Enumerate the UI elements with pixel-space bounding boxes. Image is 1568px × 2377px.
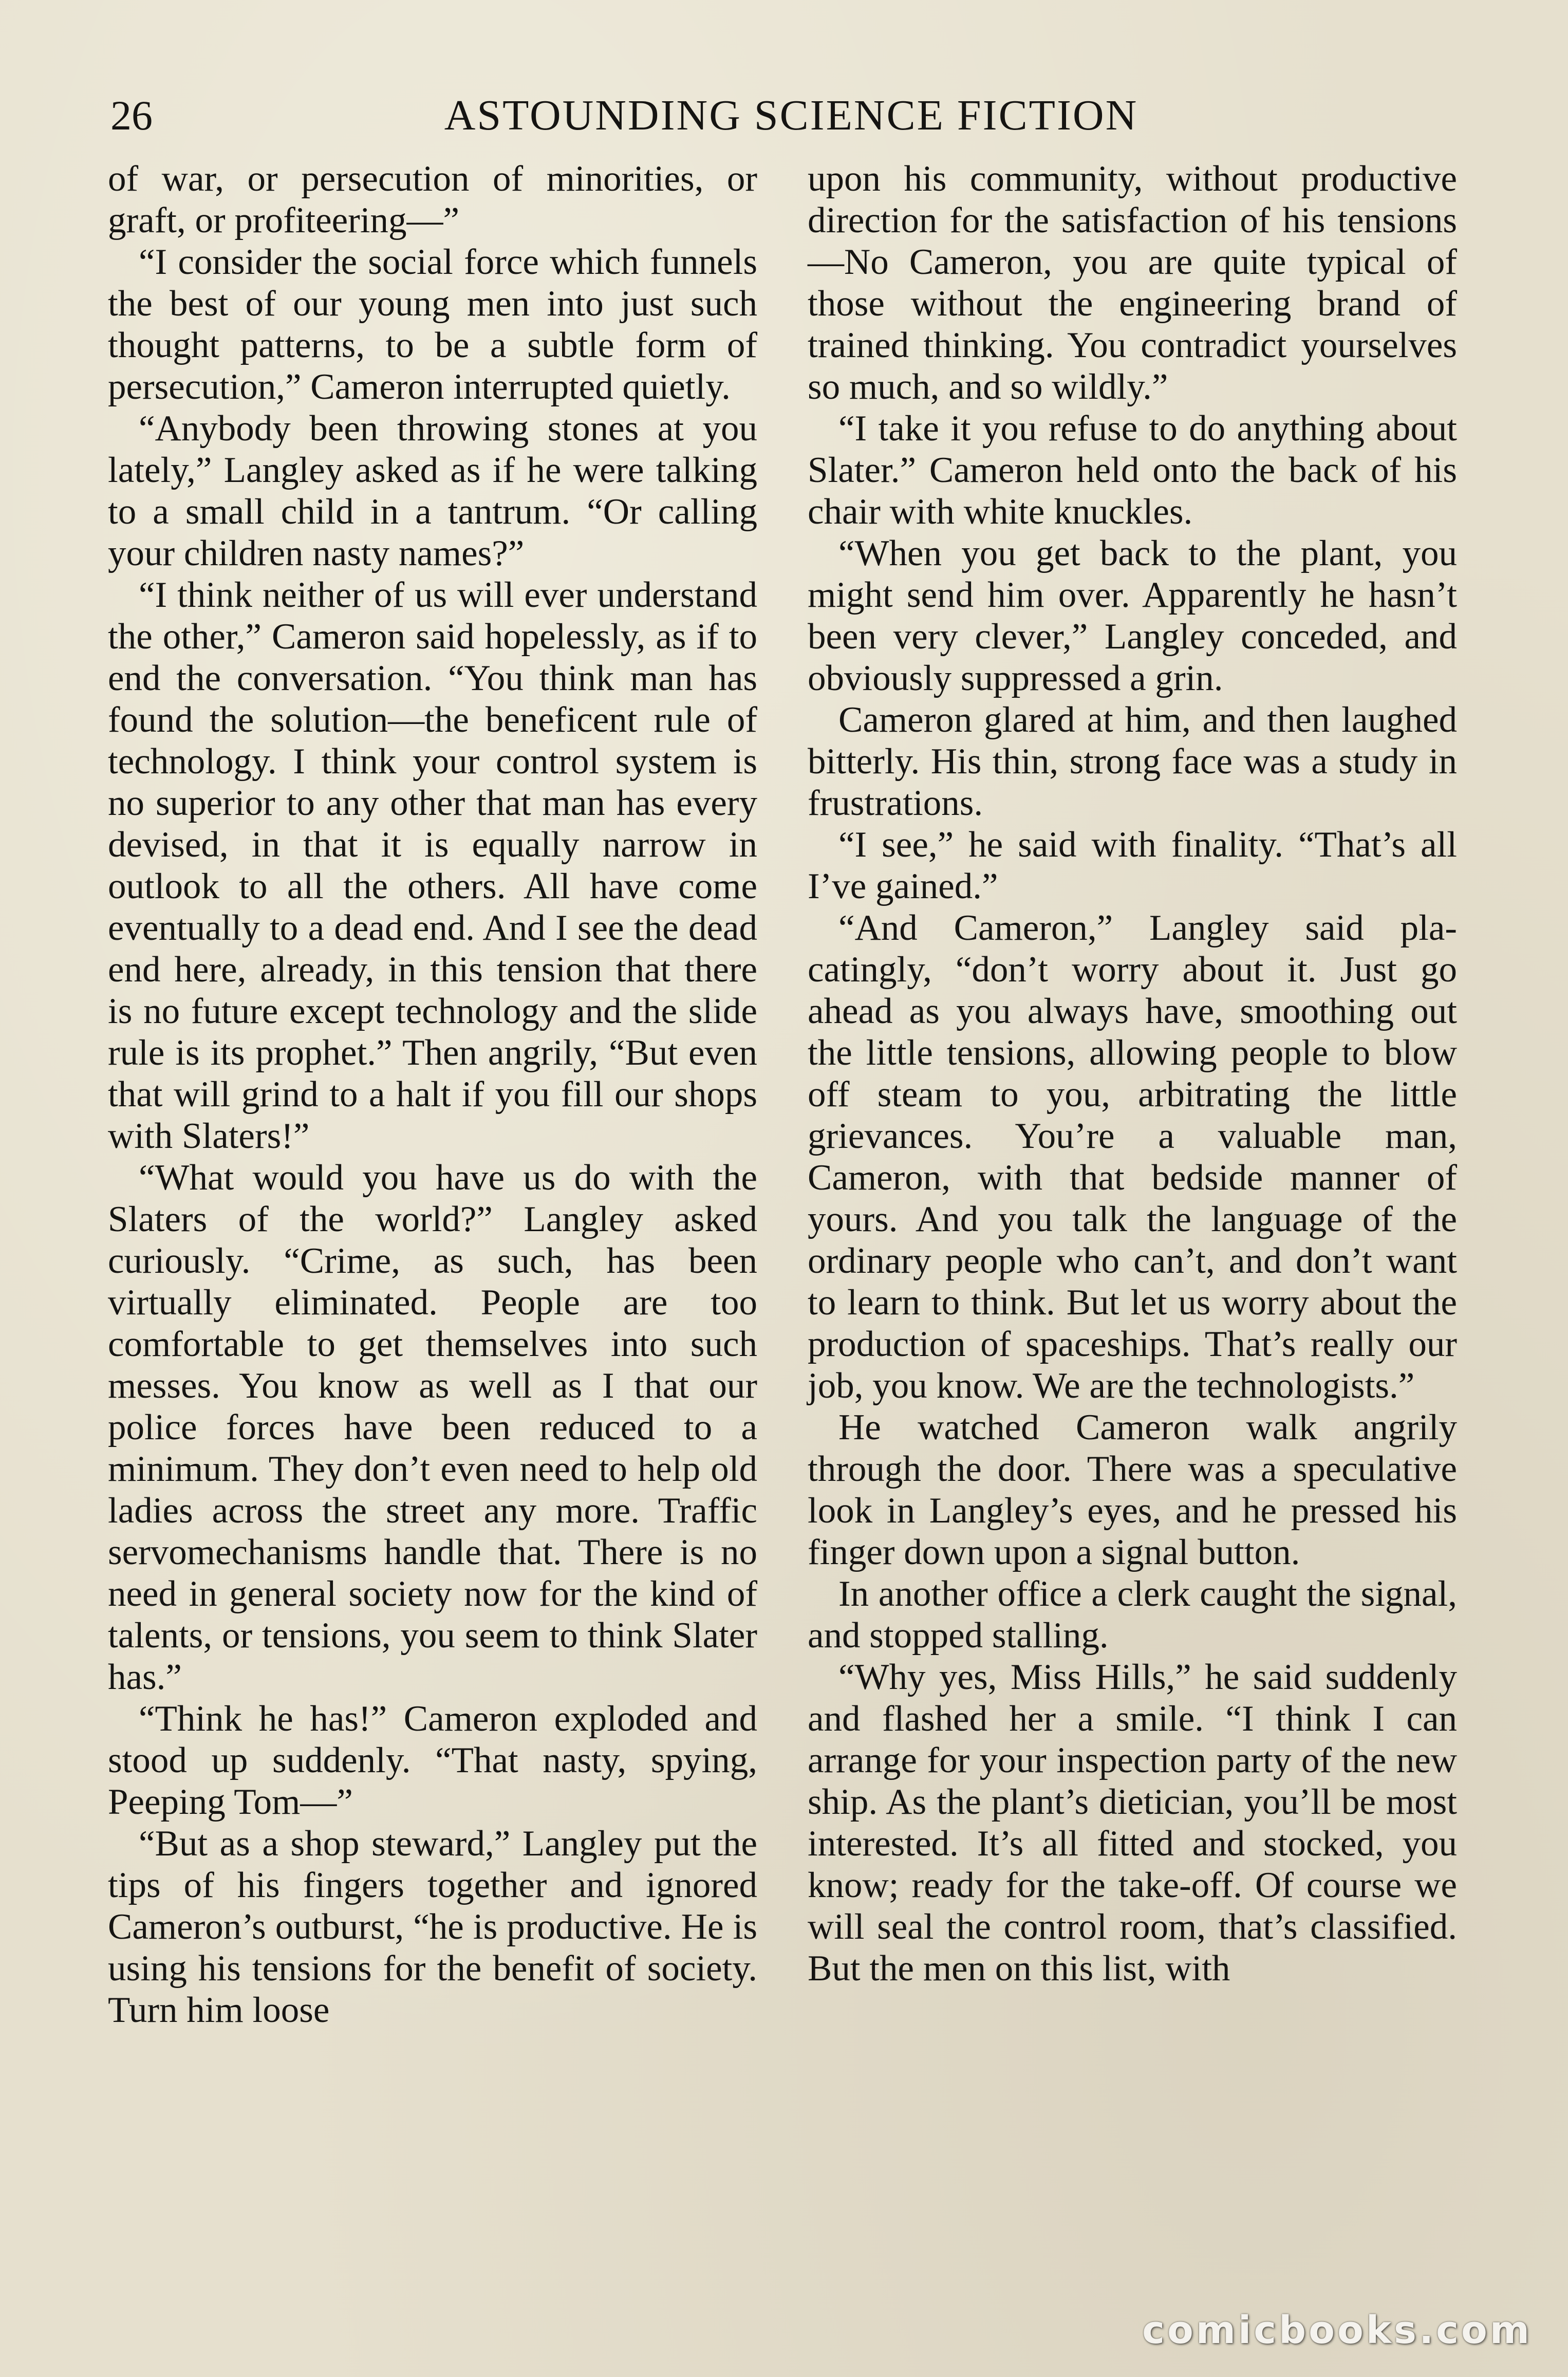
paragraph: “Think he has!” Cameron exploded and stood up suddenly. “That nasty, spying, Peeping Tom—” [108, 1699, 757, 1822]
page-number: 26 [110, 92, 153, 139]
paragraph: “When you get back to the plant, you might send him over. Apparently he hasn’t been very clever,” Langley conceded, and obviously suppressed a grin. [808, 533, 1457, 698]
text-column-right [808, 158, 1457, 1990]
paragraph: “And Cameron,” Langley said placatingly, “don’t worry about it. Just go ahead as you always have, smoothing out the little tensions, allowing people to blow off steam to you, arbitrating the little grievances. You’re a valuable man, Cameron, with that bedside manner of yours. And you talk the language of the ordinary people who can’t, and don’t want to learn to think. But let us worry about the production of spaceships. That’s really our job, you know. We are the technologists.” [808, 908, 1457, 1406]
paragraph: of war, or persecution of minorities, or graft, or profiteering—” [108, 159, 757, 240]
paragraph: In another office a clerk caught the signal, and stopped stalling. [808, 1574, 1457, 1656]
paragraph: “I think neither of us will ever understand the other,” Cameron said hopelessly, as if to end the conversation. “You think man has found the solution—the beneficent rule of technology. I think your control system is no superior to any other that man has every devised, in that it is equally narrow in outlook to all the others. All have come eventually to a dead end. And I see the dead end here, already, in this tension that there is no future except technology and the slide rule is its prophet.” Then angrily, “But even that will grind to a halt if you fill our shops with Slaters!” [108, 575, 757, 1156]
paragraph: Cameron glared at him, and then laughed bitterly. His thin, strong face was a study in frustrations. [808, 700, 1457, 823]
paragraph: He watched Cameron walk angrily through the door. There was a speculative look in Langley’s eyes, and he pressed his finger down upon a signal button. [808, 1407, 1457, 1572]
paragraph: “But as a shop steward,” Langley put the tips of his fingers together and ignored Cameron’s outburst, “he is productive. He is using his tensions for the benefit of society. Turn him loose [108, 1824, 757, 2030]
paragraph: upon his community, without productive direction for the satisfaction of his tensions—No Cameron, you are quite typical of those without the engineering brand of trained thinking. You contradict yourselves so much, and so wildly.” [808, 159, 1457, 407]
paragraph: “I consider the social force which funnels the best of our young men into just such thought patterns, to be a subtle form of persecution,” Cameron interrupted quietly. [108, 242, 757, 407]
text-column-left [108, 158, 757, 2031]
journal-title: ASTOUNDING SCIENCE FICTION [444, 91, 1138, 139]
paragraph: “Anybody been throwing stones at you lately,” Langley asked as if he were talking to a small child in a tantrum. “Or calling your children nasty names?” [108, 408, 757, 573]
watermark: comicbooks.com [1142, 2308, 1532, 2352]
paragraph: “Why yes, Miss Hills,” he said suddenly and flashed her a smile. “I think I can arrange for your inspection party of the new ship. As the plant’s dietician, you’ll be most interested. It’s all fitted and stocked, you know; ready for the take-off. Of course we will seal the control room, that’s classified. But the men on this list, with [808, 1657, 1457, 1989]
paragraph: “I take it you refuse to do anything about Slater.” Cameron held onto the back of his chair with white knuckles. [808, 408, 1457, 532]
running-head [110, 87, 1472, 144]
paragraph: “What would you have us do with the Slaters of the world?” Langley asked curiously. “Crime, as such, has been virtually eliminated. People are too comfortable to get themselves into such messes. You know as well as I that our police forces have been reduced to a minimum. They don’t even need to help old ladies across the street any more. Traffic servomechanisms handle that. There is no need in general society now for the kind of talents, or tensions, you seem to think Slater has.” [108, 1158, 757, 1697]
paragraph: “I see,” he said with finality. “That’s all I’ve gained.” [808, 825, 1457, 906]
